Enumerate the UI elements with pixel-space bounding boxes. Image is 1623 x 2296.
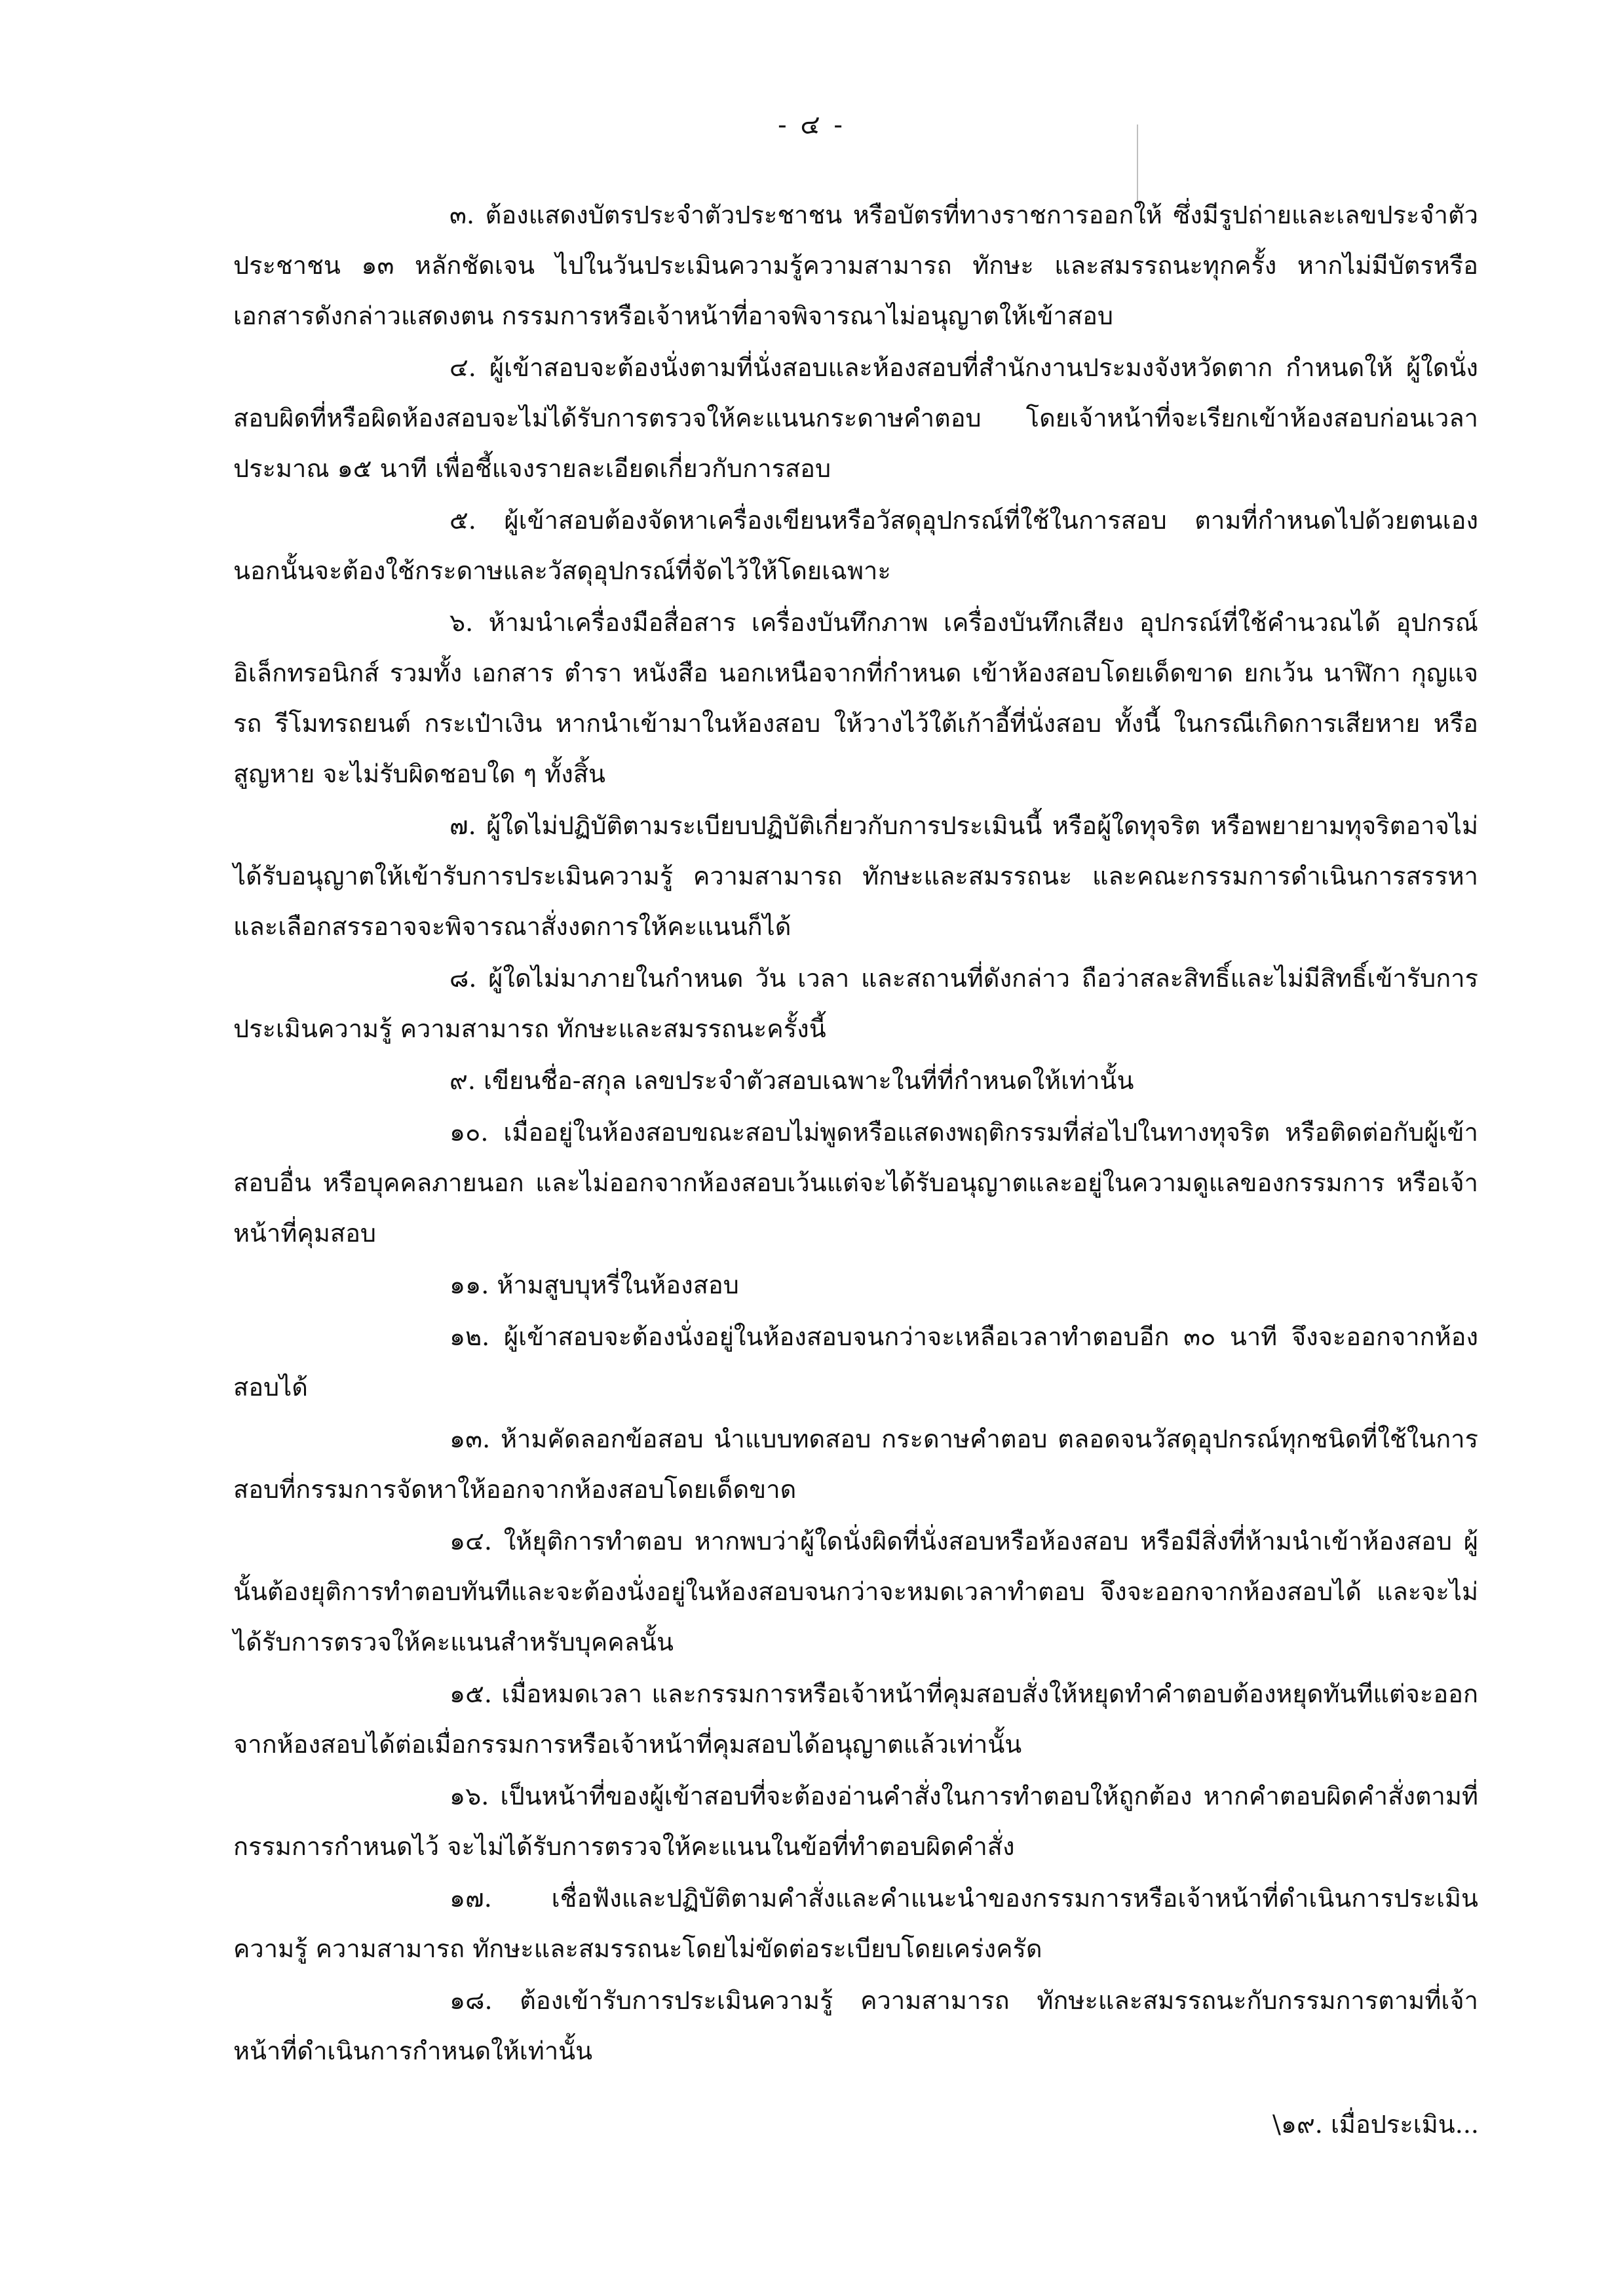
regulation-item-14: ๑๔. ให้ยุติการทำตอบ หากพบว่าผู้ใดนั่งผิดที่นั่งสอบหรือห้องสอบ หรือมีสิ่งที่ห้ามนำเข้าห้องสอบ ผู้นั้นต้องยุติการทำตอบทันทีและจะต้องนั่งอยู่ในห้องสอบจนกว่าจะหมดเวลาทำตอบ จึงจะออกจากห้องสอบได้ และจะไม่ได้รับการตรวจให้คะแนนสำหรับบุคคลนั้น [233, 1527, 1478, 1656]
regulation-item-9: ๙. เขียนชื่อ-สกุล เลขประจำตัวสอบเฉพาะในที่ที่กำหนดให้เท่านั้น [449, 1066, 1134, 1095]
regulation-item-16: ๑๖. เป็นหน้าที่ของผู้เข้าสอบที่จะต้องอ่านคำสั่งในการทำตอบให้ถูกต้อง หากคำตอบผิดคำสั่งตามที่กรรมการกำหนดไว้ จะไม่ได้รับการตรวจให้คะแนนในข้อที่ทำตอบผิดคำสั่ง [233, 1782, 1478, 1861]
regulation-item-18: ๑๘. ต้องเข้ารับการประเมินความรู้ ความสามารถ ทักษะและสมรรถนะกับกรรมการตามที่เจ้าหน้าที่ดำเนินการกำหนดให้เท่านั้น [233, 1986, 1478, 2065]
regulation-item-8: ๘. ผู้ใดไม่มาภายในกำหนด วัน เวลา และสถานที่ดังกล่าว ถือว่าสละสิทธิ์และไม่มีสิทธิ์เข้ารับการประเมินความรู้ ความสามารถ ทักษะและสมรรถนะครั้งนี้ [233, 964, 1478, 1043]
regulation-item-15: ๑๕. เมื่อหมดเวลา และกรรมการหรือเจ้าหน้าที่คุมสอบสั่งให้หยุดทำคำตอบต้องหยุดทันทีแต่จะออกจากห้องสอบได้ต่อเมื่อกรรมการหรือเจ้าหน้าที่คุมสอบได้อนุญาตแล้วเท่านั้น [233, 1679, 1478, 1759]
regulation-item-10: ๑๐. เมื่ออยู่ในห้องสอบขณะสอบไม่พูดหรือแสดงพฤติกรรมที่ส่อไปในทางทุจริต หรือติดต่อกับผู้เข้าสอบอื่น หรือบุคคลภายนอก และไม่ออกจากห้องสอบเว้นแต่จะได้รับอนุญาตและอยู่ในความดูแลของกรรมการ หรือเจ้าหน้าที่คุมสอบ [233, 1118, 1478, 1248]
page-number: - ๔ - [778, 110, 845, 140]
regulation-item-17: ๑๗. เชื่อฟังและปฏิบัติตามคำสั่งและคำแนะนำของกรรมการหรือเจ้าหน้าที่ดำเนินการประเมินความรู้ ความสามารถ ทักษะและสมรรถนะโดยไม่ขัดต่อระเบียบโดยเคร่งครัด [233, 1884, 1478, 1963]
regulation-item-13: ๑๓. ห้ามคัดลอกข้อสอบ นำแบบทดสอบ กระดาษคำตอบ ตลอดจนวัสดุอุปกรณ์ทุกชนิดที่ใช้ในการสอบที่กรรมการจัดหาให้ออกจากห้องสอบโดยเด็ดขาด [233, 1425, 1478, 1504]
regulation-item-3: ๓. ต้องแสดงบัตรประจำตัวประชาชน หรือบัตรที่ทางราชการออกให้ ซึ่งมีรูปถ่ายและเลขประจำตัวประชาชน ๑๓ หลักชัดเจน ไปในวันประเมินความรู้ความสามารถ ทักษะ และสมรรถนะทุกครั้ง หากไม่มีบัตรหรือเอกสารดังกล่าวแสดงตน กรรมการหรือเจ้าหน้าที่อาจพิจารณาไม่อนุญาตให้เข้าสอบ [233, 201, 1478, 330]
regulation-item-5: ๕. ผู้เข้าสอบต้องจัดหาเครื่องเขียนหรือวัสดุอุปกรณ์ที่ใช้ในการสอบ ตามที่กำหนดไปด้วยตนเอง นอกนั้นจะต้องใช้กระดาษและวัสดุอุปกรณ์ที่จัดไว้ให้โดยเฉพาะ [233, 506, 1478, 585]
regulation-item-12: ๑๒. ผู้เข้าสอบจะต้องนั่งอยู่ในห้องสอบจนกว่าจะเหลือเวลาทำตอบอีก ๓๐ นาที จึงจะออกจากห้องสอบได้ [233, 1322, 1478, 1402]
continued-on-next-page: \๑๙. เมื่อประเมิน... [1272, 2110, 1479, 2139]
regulation-item-7: ๗. ผู้ใดไม่ปฏิบัติตามระเบียบปฏิบัติเกี่ยวกับการประเมินนี้ หรือผู้ใดทุจริต หรือพยายามทุจริตอาจไม่ได้รับอนุญาตให้เข้ารับการประเมินความรู้ ความสามารถ ทักษะและสมรรถนะ และคณะกรรมการดำเนินการสรรหาและเลือกสรรอาจจะพิจารณาสั่งงดการให้คะแนนก็ได้ [233, 811, 1478, 941]
regulations-list [233, 190, 1478, 2076]
regulation-item-4: ๔. ผู้เข้าสอบจะต้องนั่งตามที่นั่งสอบและห้องสอบที่สำนักงานประมงจังหวัดตาก กำหนดให้ ผู้ใดนั่งสอบผิดที่หรือผิดห้องสอบจะไม่ได้รับการตรวจให้คะแนนกระดาษคำตอบ โดยเจ้าหน้าที่จะเรียกเข้าห้องสอบก่อนเวลาประมาณ ๑๕ นาที เพื่อชี้แจงรายละเอียดเกี่ยวกับการสอบ [233, 353, 1478, 483]
regulation-item-11: ๑๑. ห้ามสูบบุหรี่ในห้องสอบ [449, 1271, 739, 1299]
regulation-item-6: ๖. ห้ามนำเครื่องมือสื่อสาร เครื่องบันทึกภาพ เครื่องบันทึกเสียง อุปกรณ์ที่ใช้คำนวณได้ อุปกรณ์อิเล็กทรอนิกส์ รวมทั้ง เอกสาร ตำรา หนังสือ นอกเหนือจากที่กำหนด เข้าห้องสอบโดยเด็ดขาด ยกเว้น นาฬิกา กุญแจรถ รีโมทรถยนต์ กระเป๋าเงิน หากนำเข้ามาในห้องสอบ ให้วางไว้ใต้เก้าอี้ที่นั่งสอบ ทั้งนี้ ในกรณีเกิดการเสียหาย หรือสูญหาย จะไม่รับผิดชอบใด ๆ ทั้งสิ้น [233, 608, 1478, 788]
